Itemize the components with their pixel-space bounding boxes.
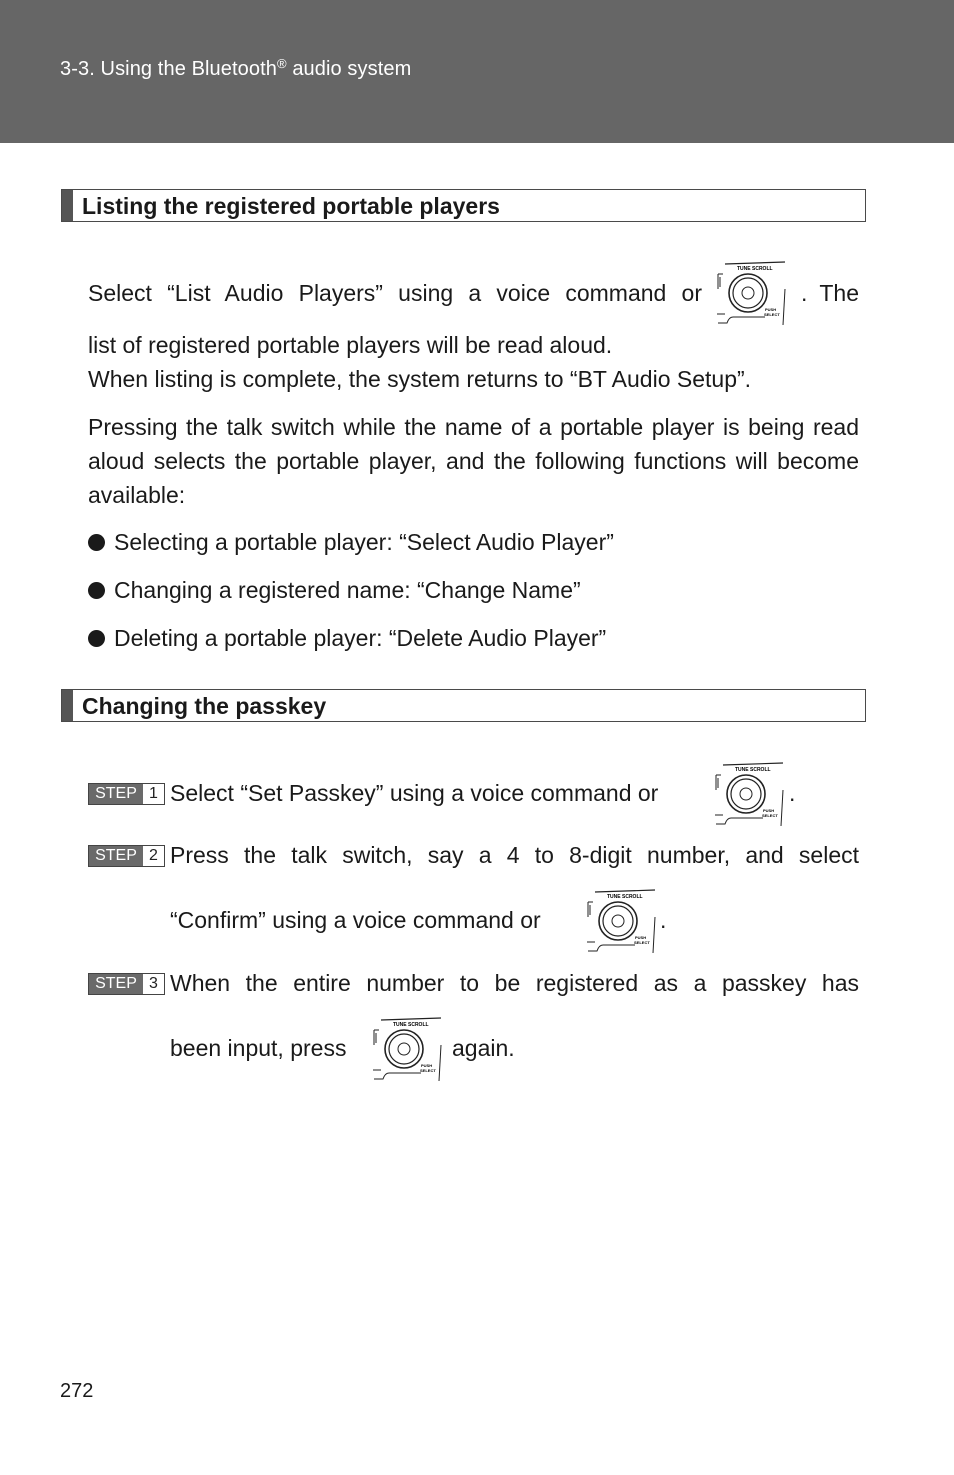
step-badge-2: STEP 2 xyxy=(88,845,165,867)
paragraph-line: . The xyxy=(801,280,859,306)
step-1-text: Select “Set Passkey” using a voice command or xyxy=(170,780,659,806)
heading-bar xyxy=(62,690,73,721)
bullet-item: Selecting a portable player: “Select Audio Player” xyxy=(88,529,614,556)
svg-text:PUSH: PUSH xyxy=(635,935,647,940)
bullet-item: Deleting a portable player: “Delete Audio Player” xyxy=(88,625,606,652)
paragraph-talk-switch: Pressing the talk switch while the name of a portable player is being read aloud selects the portable player, and the following functions will become available: xyxy=(88,414,859,508)
bullet-icon xyxy=(88,534,105,551)
section-heading-text: Changing the passkey xyxy=(82,693,327,719)
tune-scroll-knob-icon xyxy=(713,760,785,828)
tune-scroll-knob-icon xyxy=(585,887,657,955)
section-heading-listing-players xyxy=(61,189,866,222)
knob-label-top: TUNE SCROLL xyxy=(607,894,643,900)
svg-text:SELECT: SELECT xyxy=(634,940,650,945)
step-badge-1: STEP 1 xyxy=(88,783,165,805)
bullet-icon xyxy=(88,630,105,647)
tune-scroll-knob-icon xyxy=(715,259,787,327)
step-2-text-line2: “Confirm” using a voice command or xyxy=(170,907,541,933)
chapter-title: 3-3. Using the Bluetooth® audio system xyxy=(60,56,412,80)
knob-label-top: TUNE SCROLL xyxy=(737,266,773,272)
section-heading-passkey xyxy=(61,689,866,722)
paragraph-line: list of registered portable players will be read aloud. xyxy=(88,332,613,358)
step-1-end: . xyxy=(789,780,796,806)
svg-text:PUSH: PUSH xyxy=(763,808,775,813)
knob-label-top: TUNE SCROLL xyxy=(735,767,771,773)
bullet-icon xyxy=(88,582,105,599)
page-header-band xyxy=(0,0,954,143)
svg-text:PUSH: PUSH xyxy=(765,307,777,312)
step-2-end: . xyxy=(660,907,667,933)
heading-bar xyxy=(62,190,73,221)
svg-text:SELECT: SELECT xyxy=(764,312,780,317)
step-badge-3: STEP 3 xyxy=(88,973,165,995)
paragraph-line: When listing is complete, the system returns to “BT Audio Setup”. xyxy=(88,366,752,392)
step-2-text: Press the talk switch, say a 4 to 8-digit number, and select xyxy=(170,842,859,868)
page-number: 272 xyxy=(60,1380,94,1402)
step-3-end: again. xyxy=(452,1035,515,1061)
knob-label-top: TUNE SCROLL xyxy=(393,1022,429,1028)
svg-text:PUSH: PUSH xyxy=(421,1063,433,1068)
step-3-text-line2: been input, press xyxy=(170,1035,347,1061)
bullet-item: Changing a registered name: “Change Name” xyxy=(88,577,581,604)
svg-text:SELECT: SELECT xyxy=(762,813,778,818)
paragraph-line: Select “List Audio Players” using a voice command or xyxy=(88,280,702,306)
section-heading-text: Listing the registered portable players xyxy=(82,193,500,219)
tune-scroll-knob-icon xyxy=(371,1015,443,1083)
step-3-text: When the entire number to be registered as a passkey has xyxy=(170,970,859,996)
svg-text:SELECT: SELECT xyxy=(420,1068,436,1073)
